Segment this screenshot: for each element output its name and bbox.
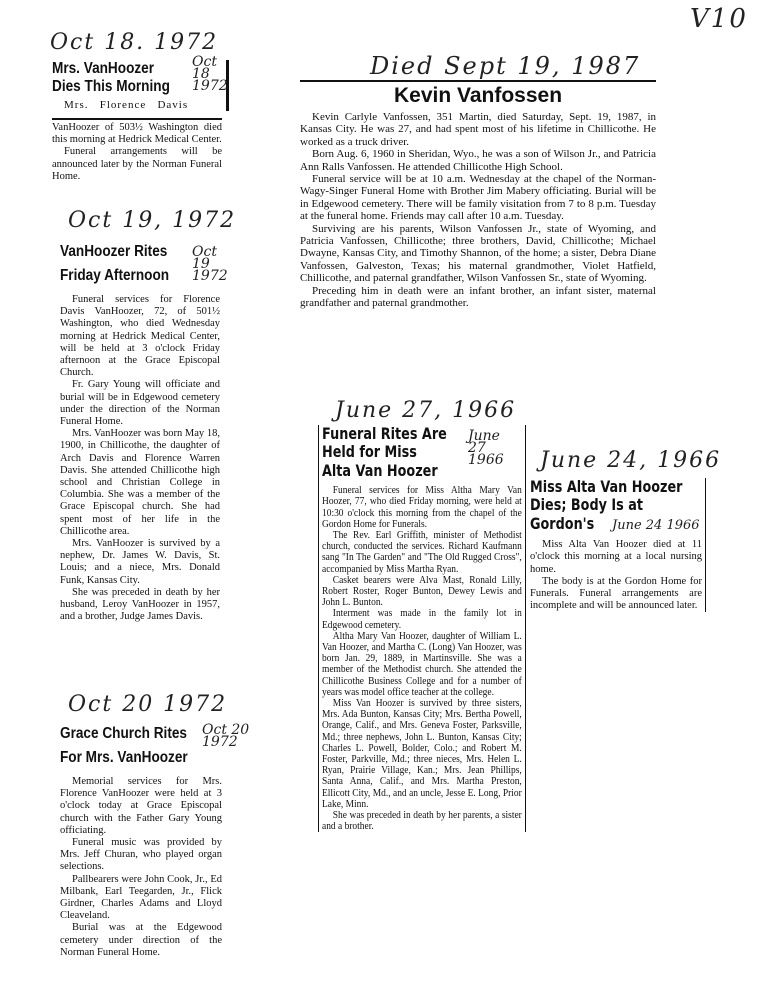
page-mark: V10 xyxy=(690,4,748,34)
clipping-grace-church-rites xyxy=(60,722,222,959)
handwritten-date: Oct 18. 1972 xyxy=(50,30,219,55)
headline: Mrs. VanHoozer Dies This Morning xyxy=(52,60,170,96)
clipping-kevin-vanfossen xyxy=(300,80,656,310)
clipping-alta-dies xyxy=(530,478,706,612)
handwritten-note: Oct 20 1972 xyxy=(202,722,250,750)
byline: Mrs. Florence Davis xyxy=(64,98,189,111)
headline: Funeral Rites Are Held for Miss Alta Van Hoozer xyxy=(322,424,447,480)
handwritten-date: Oct 19, 1972 xyxy=(68,208,237,233)
handwritten-date: Died Sept 19, 1987 xyxy=(370,52,641,80)
article-body: Kevin Carlyle Vanfossen, 351 Martin, died Saturday, Sept. 19, 1987, in Kansas City. He was 27, and had spent most of his lifetime in Chillicothe. He worked as a truck driver. Born Aug. 6, 1960 in Sheridan, Wyo., he was a son of Wilson Jr., and Patricia Ann Ralls Vanfossen. He attended Chillicothe High School. Funeral service will be at 10 a.m. Wednesday at the chapel of the Norman-Wagy-Singer Funeral Home with Brother Jim Mabery officiating. Burial will be in Edgewood cemetery. There will be family visitation from 7 to 8 p.m. Tuesday at the funeral home. Friends may call after 10 a.m. Tuesday. Surviving are his parents, Wilson Vanfossen Jr., state of Wyoming, and Patricia Vanfossen, Chillicothe; three brothers, David, Chillicothe; Michael Dwayne, Kansas City, and Timothy Shannon, of the home; a sister, Debra Diane Vanfossen, Galveston, Texas; his maternal grandmother, Violet Hatfield, Chillicothe, and paternal grandfather, Wilson Vanfossen Sr., state of Wyoming. Preceding him in death were an infant brother, an infant sister, maternal grandfather and paternal grandmother. xyxy=(300,111,656,310)
handwritten-date: June 24, 1966 xyxy=(540,448,722,473)
headline: Grace Church Rites For Mrs. VanHoozer xyxy=(60,725,188,766)
clipping-vanhoozer-rites xyxy=(60,240,220,623)
handwritten-date: June 27, 1966 xyxy=(335,398,517,423)
article-body: Funeral services for Miss Altha Mary Van Hoozer, 77, who died Friday morning, were held at 10:30 o'clock this morning from the chapel of the Gordon Home for Funerals. The Rev. Earl Griffith, minister of Methodist church, conducted the services. Richard Kaufmann sang "In The Garden" and "The Old Rugged Cross", accompanied by Miss Martha Ryan. Casket bearers were Alva Mast, Ronald Lilly, Robert Roster, Roger Bunton, Dewey Lewis and John L. Bunton. Interment was made in the family lot in Edgewood cemetery. Altha Mary Van Hoozer, daughter of William L. Van Hoozer, and Martha C. (Long) Van Hoozer, was born Jan. 29, 1889, in Martinsville. She was a member of the Methodist church. She attended the Chillicothe Business College and for a number of years was model office teacher at the college. Miss Van Hoozer is survived by three sisters, Mrs. Ada Bunton, Kansas City; Mrs. Bertha Powell, Orange, Calif., and Mrs. Geneva Foster, Parksville, Md.; three nephews, John L. Bunton, Kansas City; Charles L. Powell, Bolder, Colo.; and Robert M. Foster, Parkville, Md.; three nieces, Mrs. Helen L. Ryan, Prairie Village, Kan.; Mrs. Jean Phillips, Santa Anna, Calif., and Mrs. Martha Preston, Ellicott City, Md., and an uncle, Jesse E. Long, Prior Lake, Minn. She was preceded in death by her parents, a sister and a brother. xyxy=(322,485,522,833)
article-body: VanHoozer of 503½ Washington died this morning at Hedrick Medical Center. Funeral arrangements will be announced later by the Norman Funeral Home. xyxy=(52,118,222,183)
article-body: Miss Alta Van Hoozer died at 11 o'clock this morning at a local nursing home. The body is at the Gordon Home for Funerals. Funeral arrangements are incomplete and will be announced later. xyxy=(530,539,702,612)
clipping-funeral-rites-alta xyxy=(318,425,526,832)
handwritten-note: Oct 19 1972 xyxy=(192,244,228,284)
handwritten-note: Oct 18 1972 xyxy=(192,54,228,94)
handwritten-note: June 24 1966 xyxy=(612,518,700,533)
handwritten-date: Oct 20 1972 xyxy=(68,692,228,717)
article-body: Funeral services for Florence Davis VanHoozer, 72, of 501½ Washington, who died Wednesday morning at Hedrick Medical Center, will be held at 3 o'clock Friday afternoon at the Grace Episcopal Church. Fr. Gary Young will officiate and burial will be in Edgewood cemetery under the direction of the Norman Funeral Home. Mrs. VanHoozer was born May 18, 1900, in Chillicothe, the daughter of Arch Davis and Florence Warren Davis. She attended Chillicothe high school and Christian College in Columbia. She was a member of the Grace Episcopal church. She had spent most of her life in the Chillicothe area. Mrs. VanHoozer is survived by a nephew, Dr. James W. Davis, St. Louis; and a niece, Mrs. Donald Funk, Kansas City. She was preceded in death by her husband, Leroy VanHoozer in 1957, and a brother, Judge James Davis. xyxy=(60,294,220,623)
handwritten-note: June 27 1966 xyxy=(468,428,504,468)
headline: Kevin Vanfossen xyxy=(393,84,563,107)
headline: Miss Alta Van Hoozer Dies; Body Is at Gordon's xyxy=(530,477,683,533)
headline: VanHoozer Rites Friday Afternoon xyxy=(60,243,170,284)
article-body: Memorial services for Mrs. Florence VanHoozer were held at 3 o'clock today at Grace Episcopal church with the Father Gary Young officiating. Funeral music was provided by Mrs. Jeff Churan, who played organ selections. Pallbearers were John Cook, Jr., Ed Milbank, Earl Teegarden, Jr., Flick Girdner, Charles Adams and Lloyd Cleaveland. Burial was at the Edgewood cemetery under direction of the Norman Funeral Home. xyxy=(60,776,222,958)
